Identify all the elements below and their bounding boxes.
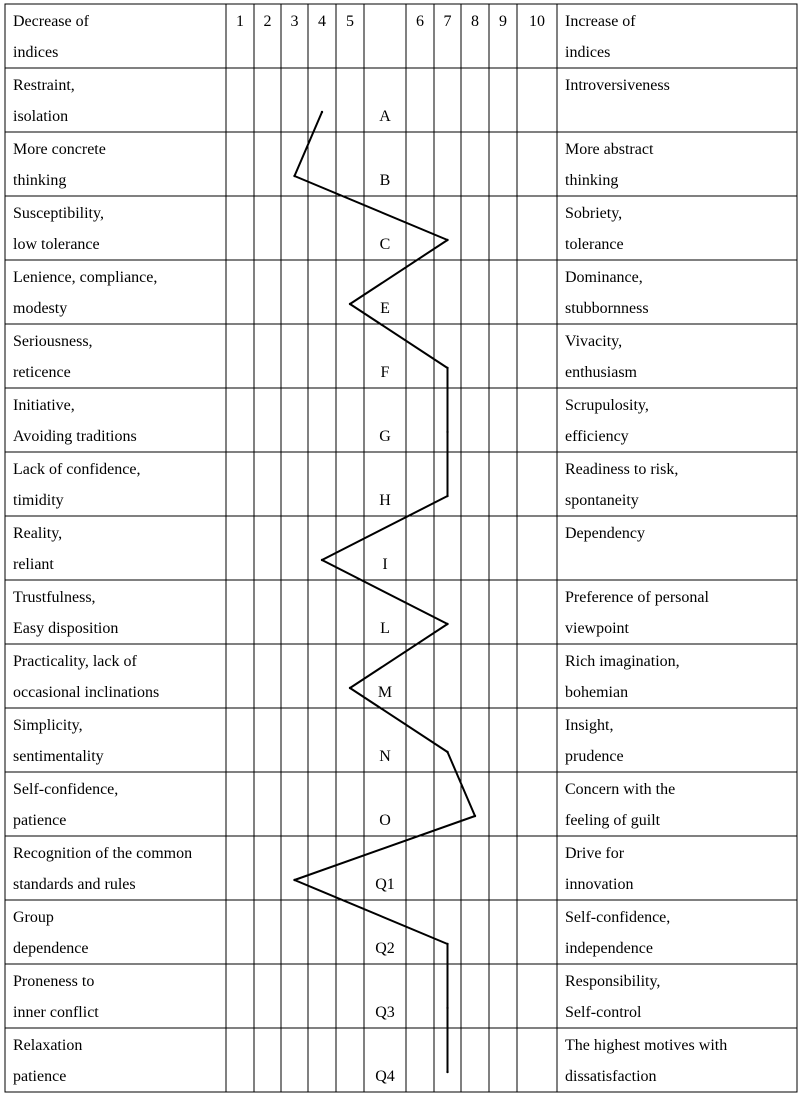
scale-tick-label: 6 [416, 13, 424, 30]
factor-left-description: Initiative, [13, 397, 75, 414]
factor-left-description: inner conflict [13, 1004, 99, 1021]
factor-right-description: stubbornness [565, 300, 649, 317]
factor-right-description: prudence [565, 748, 624, 765]
scale-tick-label: 1 [236, 13, 244, 30]
factor-left-description: reticence [13, 364, 71, 381]
factor-left-description: Trustfulness, [13, 589, 96, 606]
factor-right-description: More abstract [565, 141, 654, 158]
factor-left-description: Recognition of the common [13, 845, 193, 862]
factor-right-description: Readiness to risk, [565, 461, 679, 478]
factor-letter: C [379, 236, 391, 253]
profile-point-A [321, 111, 323, 113]
profile-segment-B-C [295, 176, 448, 240]
table-text [13, 13, 727, 1085]
profile-point-G [446, 431, 448, 433]
factor-right-description: independence [565, 940, 653, 957]
factor-right-description: tolerance [565, 236, 624, 253]
factor-letter: Q3 [375, 1004, 395, 1021]
factor-left-description: occasional inclinations [13, 684, 160, 701]
scale-tick-label: 5 [346, 13, 354, 30]
factor-left-description: low tolerance [13, 236, 100, 253]
factor-letter: Q4 [375, 1068, 395, 1085]
profile-point-E [349, 303, 351, 305]
profile-segment-M-N [350, 688, 448, 752]
factor-left-description: Susceptibility, [13, 205, 104, 222]
profile-segment-C-E [350, 240, 448, 304]
scale-tick-label: 7 [443, 13, 452, 30]
factor-right-description: Preference of personal [565, 589, 709, 606]
factor-letter: M [377, 684, 393, 701]
scale-tick-label: 10 [529, 13, 545, 30]
factor-left-description: Seriousness, [13, 333, 93, 350]
factor-letter: E [380, 300, 390, 317]
factor-letter: N [379, 748, 391, 765]
profile-segment-L-M [350, 624, 448, 688]
profile-segment-E-F [350, 304, 448, 368]
factor-right-description: thinking [565, 172, 619, 189]
scale-tick-label: 4 [318, 13, 326, 30]
factor-left-description: Group [13, 909, 54, 926]
profile-line [293, 111, 476, 1073]
factor-letter: H [379, 492, 391, 509]
profile-point-O [474, 815, 476, 817]
profile-segment-Q1-Q2 [295, 880, 448, 944]
factor-left-description: Practicality, lack of [13, 653, 137, 670]
profile-point-M [349, 687, 351, 689]
factor-left-description: More concrete [13, 141, 106, 158]
factor-right-description: viewpoint [565, 620, 629, 637]
factor-right-description: bohemian [565, 684, 629, 701]
profile-point-Q2 [446, 943, 448, 945]
profile-point-Q3 [446, 1007, 448, 1009]
factor-left-description: Simplicity, [13, 717, 83, 734]
factor-right-description: Self-control [565, 1004, 642, 1021]
factor-left-description: patience [13, 812, 67, 829]
table-grid [5, 4, 797, 1092]
factor-left-description: Restraint, [13, 77, 75, 94]
scale-tick-label: 2 [263, 13, 272, 30]
factor-left-description: timidity [13, 492, 64, 509]
factor-letter: F [380, 364, 390, 381]
factor-left-description: modesty [13, 300, 68, 317]
factor-letter: Q1 [375, 876, 395, 893]
factor-right-description: Responsibility, [565, 973, 661, 990]
profile-point-H [446, 495, 448, 497]
factor-right-description: Vivacity, [565, 333, 623, 350]
factor-left-description: patience [13, 1068, 67, 1085]
factor-left-description: dependence [13, 940, 89, 957]
factor-right-description: feeling of guilt [565, 812, 661, 829]
header-right-label: Increase of [565, 13, 636, 30]
scale-tick-label: 3 [290, 13, 299, 30]
scale-tick-label: 9 [499, 13, 507, 30]
profile-point-N [446, 751, 448, 753]
factor-right-description: Introversiveness [565, 77, 670, 94]
factor-letter: G [379, 428, 391, 445]
profile-point-B [293, 175, 295, 177]
factor-right-description: spontaneity [565, 492, 639, 509]
factor-right-description: Insight, [565, 717, 614, 734]
factor-left-description: reliant [13, 556, 54, 573]
factor-letter: I [382, 556, 388, 573]
factor-right-description: enthusiasm [565, 364, 637, 381]
factor-right-description: Dominance, [565, 269, 643, 286]
factor-left-description: Lack of confidence, [13, 461, 141, 478]
factor-letter: O [379, 812, 391, 829]
table-border [5, 4, 797, 1092]
factor-left-description: Relaxation [13, 1037, 83, 1054]
factor-letter: Q2 [375, 940, 395, 957]
factor-left-description: Proneness to [13, 973, 95, 990]
factor-left-description: sentimentality [13, 748, 104, 765]
factor-left-description: Self-confidence, [13, 781, 119, 798]
profile-point-L [446, 623, 448, 625]
factor-left-description: Reality, [13, 525, 63, 542]
factor-left-description: thinking [13, 172, 67, 189]
factor-left-description: Avoiding traditions [13, 428, 137, 445]
factor-right-description: Self-confidence, [565, 909, 671, 926]
profile-point-Q1 [293, 879, 295, 881]
scale-tick-label: 8 [471, 13, 479, 30]
factor-left-description: standards and rules [13, 876, 136, 893]
factor-left-description: Lenience, compliance, [13, 269, 158, 286]
profile-point-Q4 [446, 1071, 448, 1073]
profile-point-C [446, 239, 448, 241]
header-left-label: indices [13, 44, 59, 61]
profile-point-F [446, 367, 448, 369]
factor-letter: B [379, 172, 391, 189]
factor-right-description: The highest motives with [565, 1037, 728, 1054]
factor-right-description: Drive for [565, 845, 625, 862]
factor-right-description: innovation [565, 876, 634, 893]
factor-right-description: Concern with the [565, 781, 676, 798]
factor-letter: L [380, 620, 390, 637]
factor-right-description: Dependency [565, 525, 645, 542]
factor-right-description: Scrupulosity, [565, 397, 649, 414]
factor-right-description: Rich imagination, [565, 653, 680, 670]
factor-right-description: dissatisfaction [565, 1068, 657, 1085]
factor-left-description: Easy disposition [13, 620, 119, 637]
header-left-label: Decrease of [13, 13, 89, 30]
factor-right-description: efficiency [565, 428, 629, 445]
factor-letter: A [379, 108, 391, 125]
factor-right-description: Sobriety, [565, 205, 623, 222]
header-right-label: indices [565, 44, 611, 61]
factor-left-description: isolation [13, 108, 69, 125]
profile-point-I [321, 559, 323, 561]
